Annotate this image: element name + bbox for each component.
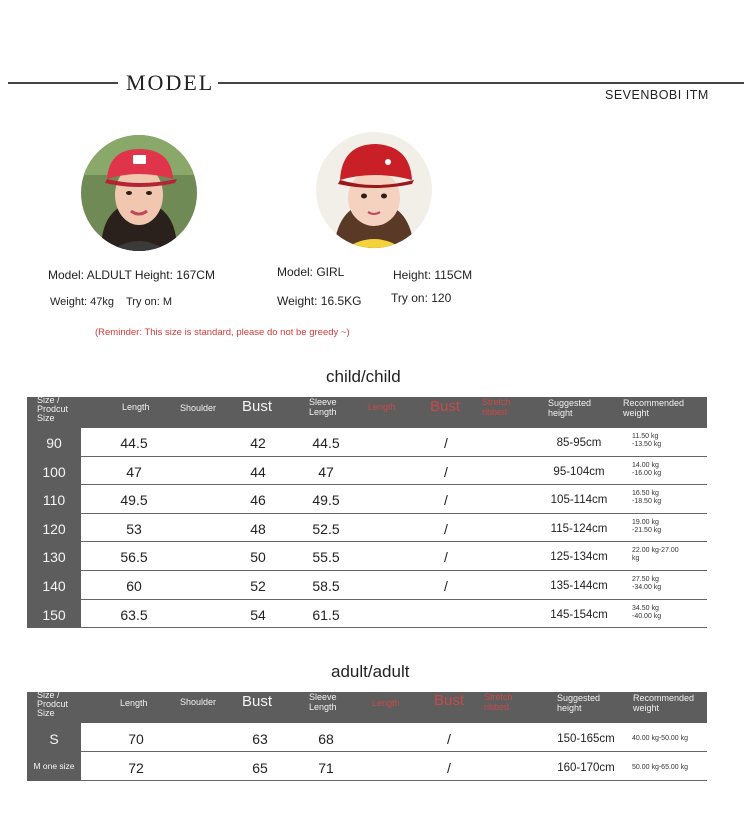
suggested-height: 95-104cm: [553, 465, 605, 478]
girl-model-weight: Weight: 16.5KG: [277, 294, 362, 308]
header-shoulder: Shoulder: [180, 697, 217, 707]
size-label: 90: [46, 435, 62, 451]
length-value: 63.5: [120, 606, 148, 623]
header-weight-line1: Recommended: [623, 398, 685, 408]
girl-model-photo: [316, 132, 432, 248]
weight-line2: kg: [632, 555, 640, 563]
girl-model-height: Height: 115CM: [393, 268, 473, 282]
header-bust-red: Bust: [430, 398, 461, 415]
bust-value: 46: [250, 492, 266, 509]
suggested-height: 115-124cm: [550, 522, 608, 535]
stretch-slash: /: [444, 549, 448, 566]
header-length: Length: [120, 698, 148, 708]
weight-line1: 11.50 kg: [632, 433, 659, 440]
weight-line1: 34.50 kg: [632, 604, 659, 612]
weight-line1: 27.50 kg: [632, 576, 659, 583]
suggested-height: 135-144cm: [550, 580, 608, 592]
weight-line2: -13.50 kg: [632, 441, 662, 448]
row-divider: [81, 456, 707, 457]
size-label: 140: [42, 578, 66, 594]
length-value: 72: [128, 760, 144, 776]
header-length-red: Length: [372, 698, 400, 708]
header-divider-left: [8, 82, 118, 84]
length-value: 60: [126, 578, 142, 594]
weight-line1: 14.00 kg: [632, 461, 659, 469]
weight-range: 50.00 kg-65.00 kg: [632, 764, 689, 771]
page-title: MODEL: [126, 70, 215, 95]
table-bottom-border: [81, 627, 707, 628]
header-length: Length: [122, 402, 150, 412]
header-stretch-line1: Stretch: [482, 397, 511, 407]
header-divider-right: [218, 82, 744, 84]
row-divider: [81, 484, 707, 485]
length-value: 53: [126, 520, 142, 537]
sleeve-value: 47: [318, 463, 334, 480]
header-weight-line2: weight: [623, 408, 650, 418]
adult-table-header: [27, 692, 707, 723]
suggested-height: 160-170cm: [557, 762, 615, 774]
size-label: M one size: [33, 761, 75, 771]
sleeve-value: 55.5: [312, 549, 340, 566]
child-table-title: child/child: [326, 367, 401, 386]
weight-line2: -21.50 kg: [632, 526, 662, 534]
stretch-slash: /: [444, 578, 448, 594]
row-divider: [81, 780, 707, 781]
header-size-line2: Prodcut: [37, 699, 69, 709]
stretch-slash: /: [447, 760, 451, 776]
header-sleeve-line1: Sleeve: [309, 397, 337, 407]
length-value: 44.5: [120, 435, 148, 451]
length-value: 47: [126, 463, 142, 480]
header-sleeve-line2: Length: [309, 702, 337, 712]
bust-value: 52: [250, 578, 266, 594]
row-divider: [81, 541, 707, 542]
bust-value: 44: [250, 463, 266, 480]
size-label: 100: [42, 463, 66, 480]
header-stretch-line2: ribbed: [484, 702, 510, 712]
size-label: 120: [42, 520, 66, 537]
header-size-line1: Size /: [37, 395, 60, 405]
bust-value: 48: [250, 520, 266, 537]
header-stretch-line1: Stretch: [484, 692, 513, 702]
row-divider: [81, 570, 707, 571]
adult-model-info: Model: ALDULT Height: 167CM: [48, 268, 215, 282]
stretch-slash: /: [444, 492, 448, 509]
header-sleeve-line2: Length: [309, 407, 337, 417]
header-bust: Bust: [242, 398, 273, 415]
size-reminder: (Reminder: This size is standard, please do not be greedy ~): [95, 327, 350, 338]
sleeve-value: 44.5: [312, 435, 340, 451]
length-value: 56.5: [120, 549, 148, 566]
header-size-line3: Size: [37, 413, 55, 423]
header-height-line2: height: [548, 408, 573, 418]
weight-line2: -40.00 kg: [632, 612, 662, 620]
sleeve-value: 68: [318, 731, 334, 747]
bust-value: 63: [252, 731, 268, 747]
size-label: S: [49, 731, 59, 747]
stretch-slash: /: [444, 435, 448, 451]
header-weight-line2: weight: [633, 703, 660, 713]
header-height-line1: Suggested: [548, 398, 592, 408]
suggested-height: 85-95cm: [556, 437, 602, 449]
suggested-height: 125-134cm: [550, 551, 608, 564]
sleeve-value: 49.5: [312, 492, 340, 509]
adult-table-title: adult/adult: [331, 662, 410, 681]
bust-value: 54: [250, 606, 266, 623]
sleeve-value: 52.5: [312, 520, 340, 537]
weight-line2: -34.00 kg: [632, 584, 662, 591]
suggested-height: 150-165cm: [557, 733, 615, 745]
suggested-height: 145-154cm: [550, 608, 608, 621]
bust-value: 50: [250, 549, 266, 566]
weight-line2: -18.50 kg: [632, 498, 662, 506]
header-sleeve-line1: Sleeve: [309, 692, 337, 702]
stretch-slash: /: [444, 463, 448, 480]
brand-name: SEVENBOBI ITM: [605, 88, 709, 102]
bust-value: 65: [252, 760, 268, 776]
adult-model-photo: [81, 135, 197, 251]
weight-line2: -16.00 kg: [632, 469, 662, 477]
suggested-height: 105-114cm: [550, 494, 608, 507]
adult-model-try-on: Try on: M: [126, 296, 173, 308]
size-label: 130: [42, 549, 66, 566]
length-value: 49.5: [120, 492, 148, 509]
length-value: 70: [128, 731, 144, 747]
child-table-header: [27, 397, 707, 428]
sleeve-value: 71: [318, 760, 334, 776]
header-weight-line1: Recommended: [633, 693, 695, 703]
header-shoulder: Shoulder: [180, 403, 217, 413]
sleeve-value: 58.5: [312, 578, 340, 594]
bust-value: 42: [250, 435, 266, 451]
weight-range: 40.00 kg-50.00 kg: [632, 735, 689, 742]
weight-line1: 22.00 kg-27.00: [632, 547, 679, 555]
size-label: 150: [42, 606, 66, 623]
girl-model-try-on: Try on: 120: [391, 291, 452, 305]
size-label: 110: [42, 492, 66, 509]
row-divider: [81, 513, 707, 514]
header-size-line2: Prodcut: [37, 404, 69, 414]
header-bust-red: Bust: [434, 692, 465, 709]
header-bust: Bust: [242, 693, 273, 710]
header-size-line3: Size: [37, 708, 55, 718]
row-divider: [81, 599, 707, 600]
weight-line1: 16.50 kg: [632, 490, 659, 498]
girl-model-name: Model: GIRL: [277, 265, 345, 279]
header-height-line1: Suggested: [557, 693, 601, 703]
header-length-red: Length: [368, 402, 396, 412]
row-divider: [81, 751, 707, 752]
header-size-line1: Size /: [37, 690, 60, 700]
header-height-line2: height: [557, 703, 582, 713]
weight-line1: 19.00 kg: [632, 518, 659, 526]
header-stretch-line2: ribbed: [482, 407, 508, 417]
stretch-slash: /: [447, 731, 451, 747]
sleeve-value: 61.5: [312, 606, 340, 623]
stretch-slash: /: [444, 520, 448, 537]
adult-model-weight: Weight: 47kg: [50, 296, 115, 308]
